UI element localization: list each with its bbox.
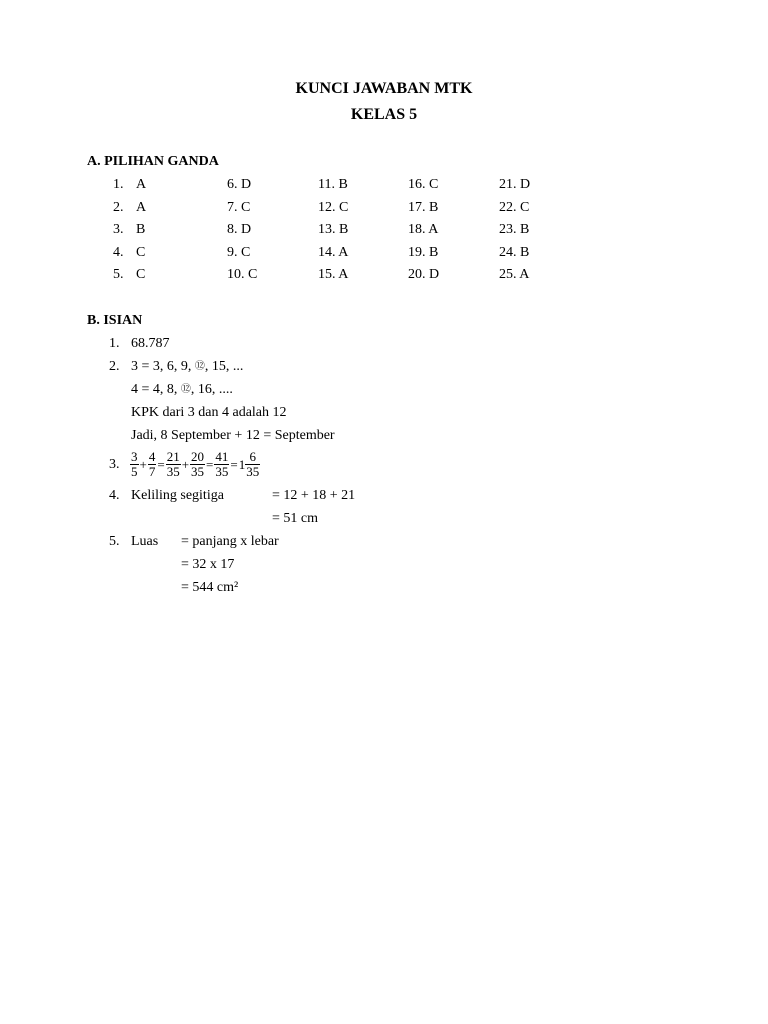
q1-number: 1. <box>109 336 120 351</box>
page-title: KUNCI JAWABAN MTK <box>295 80 473 97</box>
answer-number: 2. <box>113 199 124 215</box>
q4-line-1: = 12 + 18 + 21 <box>272 488 356 503</box>
answer-item: 12. C <box>318 199 349 215</box>
answer-letter: C <box>136 244 146 260</box>
answer-number: 1. <box>113 177 124 192</box>
answer-item: 8. D <box>227 222 252 237</box>
answer-letter: B <box>136 222 146 237</box>
fraction: $\frac{4}{7}$ <box>148 449 156 479</box>
answer-item: 18. A <box>408 222 439 237</box>
answer-number: 3. <box>113 222 124 237</box>
q5-line-3: = 544 cm² <box>181 580 239 595</box>
q4-label: Keliling segitiga <box>131 488 224 503</box>
answer-item: 23. B <box>499 222 530 237</box>
section-a-heading: A. PILIHAN GANDA <box>87 154 219 169</box>
answer-item: 16. C <box>408 177 439 192</box>
answer-letter: C <box>136 267 146 282</box>
q4-number: 4. <box>109 488 120 503</box>
q2-line-1: 3 = 3, 6, 9, ⑫, 15, ... <box>131 359 244 374</box>
q2-number: 2. <box>109 359 120 374</box>
answer-item: 17. B <box>408 199 439 215</box>
section-b-heading: B. ISIAN <box>87 313 143 328</box>
q5-line-2: = 32 x 17 <box>181 557 235 572</box>
answer-item: 13. B <box>318 222 349 237</box>
answer-number: 4. <box>113 244 124 260</box>
q5-number: 5. <box>109 534 120 549</box>
q2-line-3: KPK dari 3 dan 4 adalah 12 <box>131 405 287 420</box>
answer-item: 7. C <box>227 199 251 215</box>
answer-item: 14. A <box>318 244 349 260</box>
answer-item: 20. D <box>408 267 440 282</box>
page-subtitle: KELAS 5 <box>350 106 418 123</box>
answer-item: 21. D <box>499 177 531 192</box>
circled-12: ⑫ <box>180 384 191 395</box>
fraction: $\frac{20}{35}$ <box>191 449 205 479</box>
answer-item: 24. B <box>499 244 530 260</box>
answer-item: 15. A <box>318 267 349 282</box>
answer-number: 5. <box>113 267 124 282</box>
fraction: $\frac{6}{35}$ <box>246 449 260 479</box>
q2-line-4: Jadi, 8 September + 12 = September <box>131 428 335 443</box>
fraction: $\frac{3}{5}$ <box>131 449 138 479</box>
answer-item: 9. C <box>227 244 251 260</box>
fraction: $\frac{41}{35}$ <box>215 449 229 479</box>
q1-answer: 68.787 <box>131 336 170 351</box>
circled-12: ⑫ <box>194 361 205 372</box>
answer-item: 25. A <box>499 267 530 282</box>
q5-label: Luas <box>131 534 159 549</box>
answer-item: 11. B <box>318 177 348 192</box>
q3-number: 3. <box>109 457 120 472</box>
fraction: $\frac{21}{35}$ <box>166 449 180 479</box>
answer-letter: A <box>136 177 147 192</box>
q5-line-1: = panjang x lebar <box>181 534 279 549</box>
answer-item: 6. D <box>227 177 252 192</box>
answer-item: 22. C <box>499 199 530 215</box>
answer-item: 19. B <box>408 244 439 260</box>
q4-line-2: = 51 cm <box>272 511 318 526</box>
answer-letter: A <box>136 199 147 215</box>
q2-line-2: 4 = 4, 8, ⑫, 16, .... <box>131 382 233 397</box>
q3-equation: $\frac{3}{5}$ + $\frac{4}{7}$ = $\frac{21}{35}$ + $\frac{20}{35}$ = $\frac{41}{35}$ =1 $\frac{6}{35}$ <box>131 449 260 479</box>
answer-item: 10. C <box>227 267 258 282</box>
